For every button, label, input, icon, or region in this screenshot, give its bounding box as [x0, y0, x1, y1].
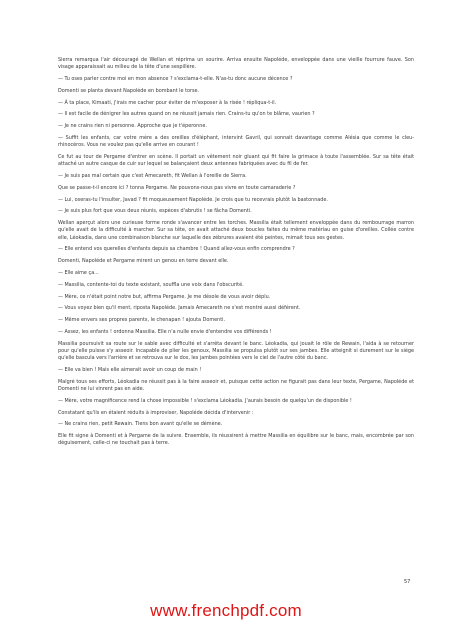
paragraph: — Vous voyez bien qu'il ment, riposta Napoléde. Jamais Amecareth ne s'est montré aussi déférent.: [58, 305, 301, 312]
paragraph: — Ne crains rien, petit Rewain. Tiens bon avant qu'elle se démène.: [58, 421, 223, 428]
paragraph: — Il est facile de dénigrer les autres quand on ne réussit jamais rien. Crains-tu qu'on te blâme, vaurien ?: [58, 111, 315, 118]
paragraph: — Massilia, contente-toi du texte existant, souffla une voix dans l'obscurité.: [58, 281, 244, 288]
page-number: 57: [404, 579, 411, 585]
page-body: [58, 57, 414, 452]
paragraph: Malgré tous ses efforts, Léokadia ne réussit pas à la faire asseoir et, puisque cette action ne figurait pas dans leur texte, Pergame, Napoléde et Domenti ne lui vinrent pas en aide.: [58, 378, 414, 392]
paragraph: — Tu oses parler contre moi en mon absence ? s'exclama-t-elle. N'as-tu donc aucune décence ?: [58, 76, 293, 82]
paragraph: — Suffit les enfants, car votre mère a des oreilles d'éléphant, intervint Gavril, qui sonnait davantage comme Alésia que comme le cleu-rhinocéros. Vous ne voulez pas qu'elle arrive en courant !: [58, 134, 414, 149]
paragraph: — Lui, oseras-tu l'insulter, Javad ? fit moqueusement Napoléde. Je crois que tu recevrais plutôt la bastonnade.: [58, 196, 328, 203]
paragraph: — Même envers ses propres parents, le chenapan ! ajouta Domenti.: [58, 317, 226, 324]
paragraph: — Mère, ce n'était point notre but, affirma Pergame. Je me désole de vous avoir déplu.: [58, 293, 271, 300]
watermark-link[interactable]: www.frenchpdf.com: [150, 601, 302, 620]
paragraph: Elle fit signe à Domenti et à Pergame de la suivre. Ensemble, ils réussirent à mettre Massilia en équilibre sur le banc, mais, encombrée par son déguisement, celle-ci ne touchait pas à terre.: [58, 433, 414, 447]
paragraph: — Je ne crains rien ni personne. Approche que je t'éperonne.: [58, 123, 207, 130]
paragraph: Domenti, Napoléde et Pergame mirent un genou en terre devant elle.: [58, 258, 229, 265]
paragraph: — Elle va bien ! Mais elle aimerait avoir un coup de main !: [58, 366, 202, 373]
paragraph: Sierra remarqua l'air découragé de Wellan et réprima un sourire. Arriva ensuite Napoléde, enveloppée dans une vieille fourrure fauve. Son visage apparaissait au milieu de la tête d'une sespillère.: [58, 57, 414, 71]
paragraph: — Elle aime ça...: [58, 269, 99, 276]
paragraph: — Mère, votre magnificence rend la chose impossible ! s'exclama Léokadia. J'aurais besoin de quelqu'un de disponible !: [58, 397, 352, 404]
paragraph: — Je suis plus fort que vous deux réunis, espèces d'abrutis ! se fâcha Domenti.: [58, 208, 252, 215]
paragraph: Massilia poursuivit sa route sur le sable avec difficulté et s'arrêta devant le banc. Léokadia, qui jouait le rôle de Rewain, l'aida à se retourner pour qu'elle puisse s'y asseoir. Incapable de plier les genoux, Massilia se propulsa plutôt sur ses jambes. Elle atteignit si durement sur le siège qu'elle bascula vers l'arrière et se retrouva sur le dos, les jambes pointées vers le ciel de l'autre côté du banc.: [58, 340, 414, 362]
paragraph: — À ta place, Kimaati, j'irais me cacher pour éviter de m'exposer à la risée ! répliqua-t-il.: [58, 99, 277, 106]
paragraph: Que se passe-t-il encore ici ? tonna Pergame. Ne pouvons-nous pas vivre en toute camaraderie ?: [58, 184, 296, 191]
paragraph: Wellan aperçut alors une curieuse forme ronde s'avancer entre les torches. Massilia était tellement enveloppée dans du rembourrage marron qu'elle avait de la difficulté à marcher. Sur sa tête, on avait attaché deux boucles faites du même matériau en guise d'oreilles. Collée contre elle, Léokadia, dans une combinaison blanche sur laquelle des zébrures avaient été peintes, mimait tous ses gestes.: [58, 220, 414, 241]
paragraph: Constatant qu'ils en étaient réduits à improviser, Napoléde décida d'intervenir :: [58, 409, 254, 416]
paragraph: Ce fut au tour de Pergame d'entrer en scène. Il portait un vêtement noir gluant qui fit faire la grimace à toute l'assemblée. Sur sa tête était attaché un autre casque de cuir sur lequel se balançaient deux antennes fabriquées avec du fil de fer.: [58, 153, 414, 168]
paragraph: Domenti se planta devant Napoléde en bombant le torse.: [58, 87, 200, 94]
paragraph: — Je suis pas mal certain que c'est Amecareth, fit Wellan à l'oreille de Sierra.: [58, 172, 247, 179]
paragraph: — Elle entend vos querelles d'enfants depuis sa chambre ! Quand allez-vous enfin comprendre ?: [58, 246, 295, 253]
paragraph: — Assez, les enfants ! ordonna Massilia. Elle n'a nulle envie d'entendre vos différends !: [58, 328, 272, 335]
